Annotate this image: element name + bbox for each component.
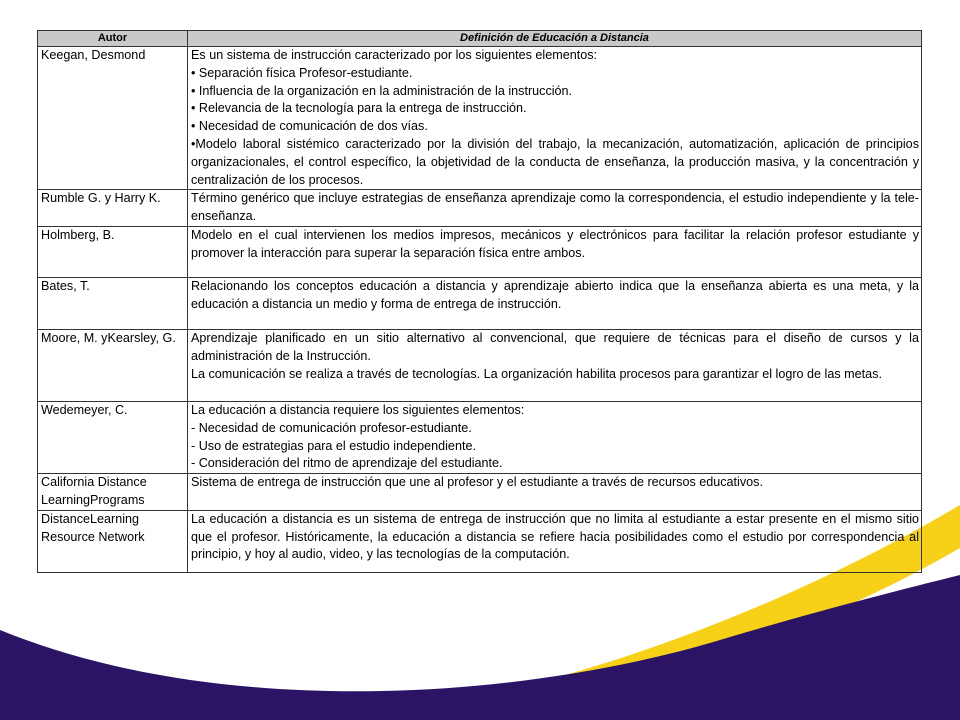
author-cell: California Distance LearningPrograms	[38, 474, 188, 511]
table-row	[38, 329, 922, 401]
definition-cell	[188, 401, 922, 473]
author-cell: Keegan, Desmond	[38, 47, 188, 190]
definition-line: •Modelo laboral sistémico caracterizado por la división del trabajo, la mecanización, automatización, aplicación de principios organizacionales, el control específico, la objetividad de la conducta de enseñanza, la producción masiva, y la concentración y centralización de los procesos.	[191, 136, 919, 187]
definition-line: Aprendizaje planificado en un sitio alternativo al convencional, que requiere de técnicas para el diseño de cursos y la administración de la Instrucción.	[191, 330, 919, 363]
table-row	[38, 47, 922, 190]
definition-line: • Influencia de la organización en la administración de la instrucción.	[191, 83, 573, 98]
author-cell: Moore, M. yKearsley, G.	[38, 329, 188, 401]
author-cell: Wedemeyer, C.	[38, 401, 188, 473]
definition-cell	[188, 474, 922, 511]
definition-line: Modelo en el cual intervienen los medios impresos, mecánicos y electrónicos para facilitar la relación profesor estudiante y promover la interacción para superar la separación física entre ambos.	[191, 227, 919, 260]
definition-cell	[188, 510, 922, 572]
table-row	[38, 277, 922, 329]
author-cell: DistanceLearning Resource Network	[38, 510, 188, 572]
definition-line: Relacionando los conceptos educación a distancia y aprendizaje abierto indica que la enseñanza abierta es una meta, y la educación a distancia un medio y forma de entrega de instrucción.	[191, 278, 919, 311]
table-container	[37, 30, 921, 573]
header-definicion: Definición de Educación a Distancia	[188, 31, 922, 47]
definition-cell	[188, 329, 922, 401]
author-cell: Holmberg, B.	[38, 226, 188, 277]
table-header-row	[38, 31, 922, 47]
definition-line: La educación a distancia requiere los siguientes elementos:	[191, 402, 525, 417]
definition-line: - Necesidad de comunicación profesor-estudiante.	[191, 420, 472, 435]
author-cell: Rumble G. y Harry K.	[38, 190, 188, 227]
distance-education-table	[37, 30, 922, 573]
definition-cell	[188, 190, 922, 227]
definition-line: La educación a distancia es un sistema de entrega de instrucción que no limita al estudiante a estar presente en el mismo sitio que el profesor. Históricamente, la educación a distancia se refiere hacia posibilidades como el estudio por correspondencia al principio, y hoy al audio, video, y las tecnologías de la computación.	[191, 511, 919, 562]
definition-line: - Uso de estrategias para el estudio independiente.	[191, 438, 476, 453]
definition-line: Es un sistema de instrucción caracterizado por los siguientes elementos:	[191, 48, 598, 62]
definition-line: Sistema de entrega de instrucción que une al profesor y el estudiante a través de recursos educativos.	[191, 475, 763, 490]
definition-cell	[188, 226, 922, 277]
definition-line: • Necesidad de comunicación de dos vías.	[191, 119, 428, 134]
author-cell: Bates, T.	[38, 277, 188, 329]
table-row	[38, 474, 922, 511]
table-row	[38, 510, 922, 572]
header-autor: Autor	[38, 31, 188, 47]
table-row	[38, 401, 922, 473]
definition-line: • Separación física Profesor-estudiante.	[191, 65, 413, 80]
table-row	[38, 190, 922, 227]
table-row	[38, 226, 922, 277]
definition-cell	[188, 277, 922, 329]
definition-line: La comunicación se realiza a través de tecnologías. La organización habilita procesos para garantizar el logro de las metas.	[191, 366, 882, 381]
definition-cell	[188, 47, 922, 190]
definition-line: • Relevancia de la tecnología para la entrega de instrucción.	[191, 101, 527, 116]
definition-line: Término genérico que incluye estrategias de enseñanza aprendizaje como la correspondencia, el estudio independiente y la tele-enseñanza.	[191, 191, 919, 224]
definition-line: - Consideración del ritmo de aprendizaje del estudiante.	[191, 456, 503, 471]
